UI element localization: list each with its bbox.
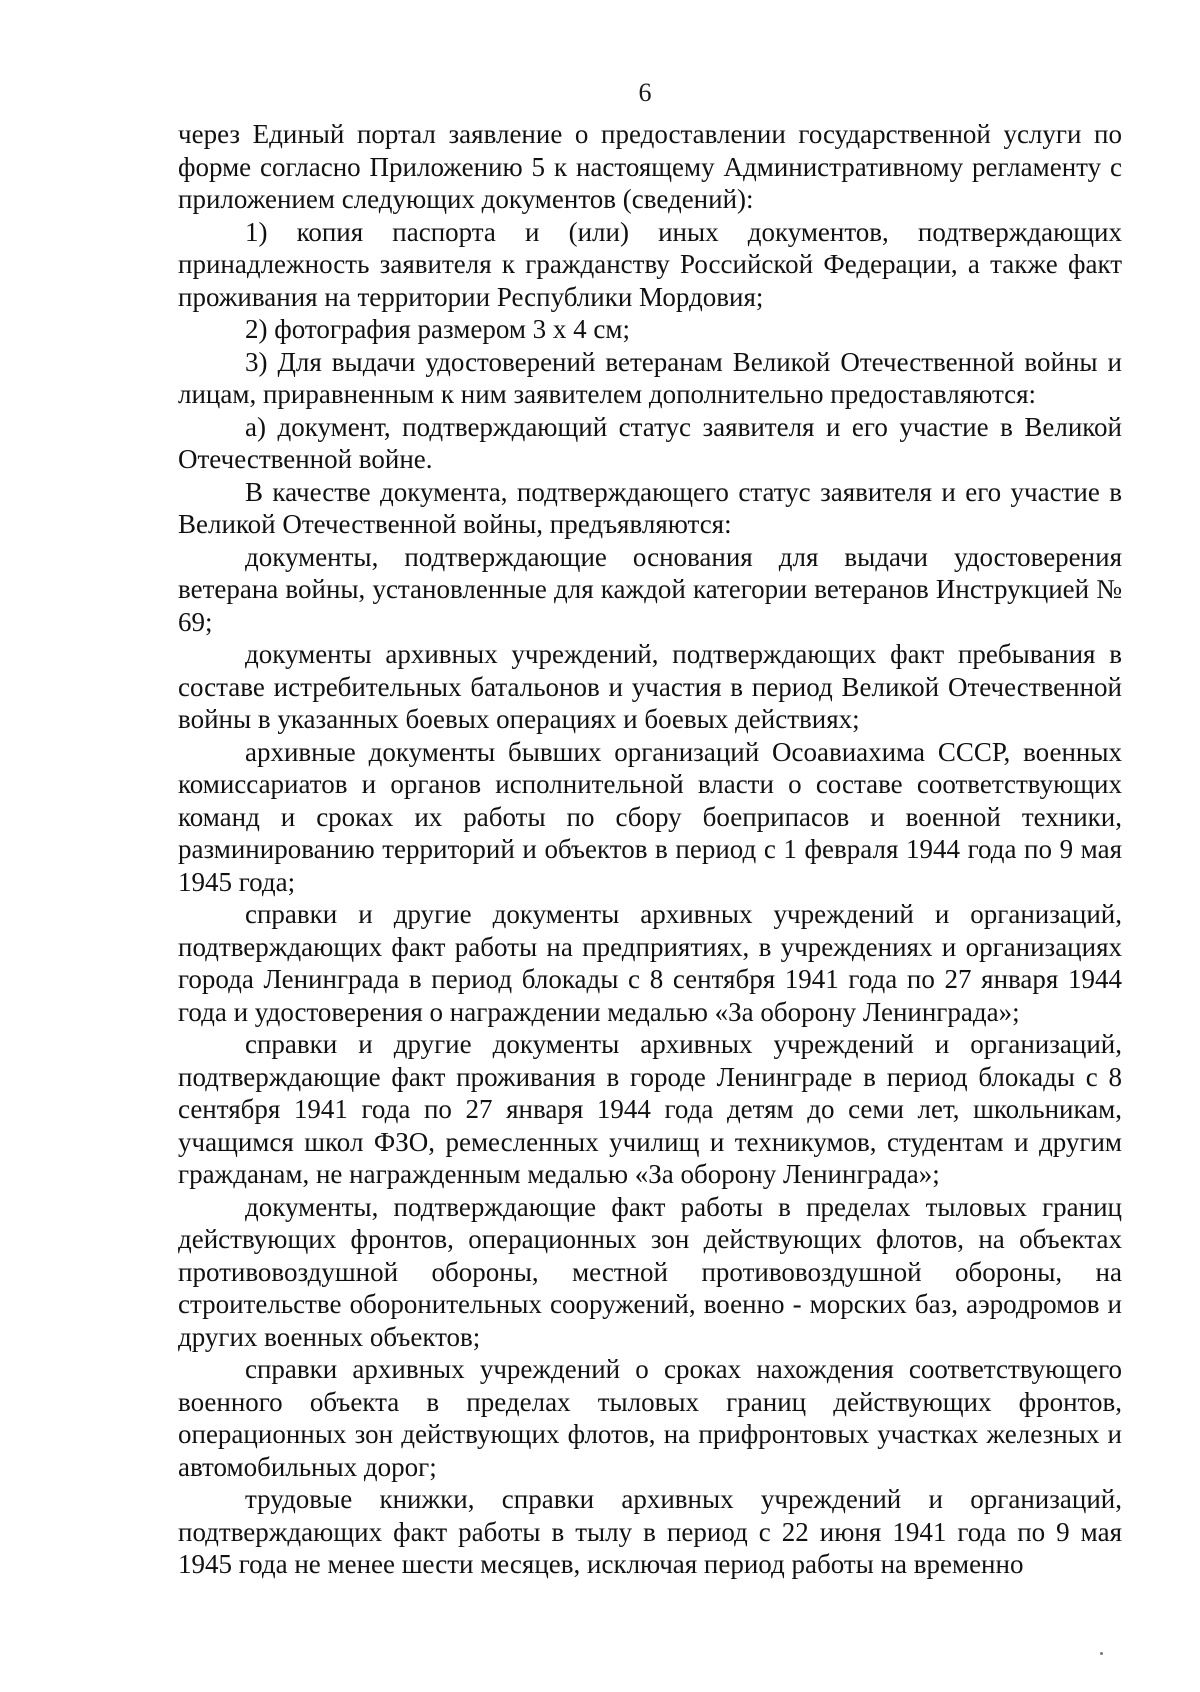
document-body bbox=[178, 118, 1122, 1581]
paragraph-leningrad-work: справки и другие документы архивных учреждений и организаций, подтверждающих факт работы на предприятиях, в учреждениях и организациях города Ленинграда в период блокады с 8 сентября 1941 года по 27 января 1944 года и удостоверения о награждении медалью «За оборону Ленинграда»; bbox=[178, 899, 1122, 1027]
paragraph-rear-borders-work: документы, подтверждающие факт работы в пределах тыловых границ действующих фронтов, операционных зон действующих флотов, на объектах противовоздушной обороны, местной противовоздушной обороны, на строительстве оборонительных сооружений, военно - морских баз, аэродромов и других военных объектов; bbox=[178, 1191, 1122, 1352]
scan-artifact-dot bbox=[1100, 1652, 1103, 1655]
list-item-passport: 1) копия паспорта и (или) иных документов, подтверждающих принадлежность заявителя к гражданству Российской Федерации, а также факт проживания на территории Республики Мордовия; bbox=[178, 216, 1122, 312]
paragraph-osoaviakhim: архивные документы бывших организаций Осоавиахима СССР, военных комиссариатов и органов исполнительной власти о составе соответствующих команд и сроках их работы по сбору боеприпасов и военной техники, разминированию территорий и объектов в период с 1 февраля 1944 года по 9 мая 1945 года; bbox=[178, 736, 1122, 897]
list-item-photo: 2) фотография размером 3 х 4 см; bbox=[245, 314, 630, 344]
paragraph-archive-battalions: документы архивных учреждений, подтверждающих факт пребывания в составе истребительных батальонов и участия в период Великой Отечественной войны в указанных боевых операциях и боевых действиях; bbox=[178, 639, 1122, 734]
paragraph-work-books: трудовые книжки, справки архивных учреждений и организаций, подтверждающих факт работы в тылу в период с 22 июня 1941 года по 9 мая 1945 года не менее шести месяцев, исключая период работы на временно bbox=[178, 1484, 1122, 1579]
page-number: 6 bbox=[638, 78, 652, 107]
list-item-veterans: 3) Для выдачи удостоверений ветеранам Великой Отечественной войны и лицам, приравненным к ним заявителем дополнительно предоставляются: bbox=[178, 346, 1122, 409]
paragraph-grounds-documents: документы, подтверждающие основания для выдачи удостоверения ветерана войны, установленные для каждой категории ветеранов Инструкцией № 69; bbox=[178, 541, 1122, 637]
paragraph-documents-presented: В качестве документа, подтверждающего статус заявителя и его участие в Великой Отечественной войны, предъявляются: bbox=[178, 476, 1122, 539]
paragraph-military-object: справки архивных учреждений о сроках нахождения соответствующего военного объекта в пределах тыловых границ действующих фронтов, операционных зон действующих флотов, на прифронтовых участках железных и автомобильных дорог; bbox=[178, 1354, 1122, 1482]
list-item-status-document: а) документ, подтверждающий статус заявителя и его участие в Великой Отечественной войне. bbox=[178, 411, 1122, 474]
paragraph-leningrad-residence: справки и другие документы архивных учреждений и организаций, подтверждающие факт проживания в городе Ленинграде в период блокады с 8 сентября 1941 года по 27 января 1944 года детям до семи лет, школьникам, учащимся школ ФЗО, ремесленных училищ и техникумов, студентам и другим гражданам, не награжденным медалью «За оборону Ленинграда»; bbox=[178, 1029, 1122, 1189]
paragraph-intro: через Единый портал заявление о предоставлении государственной услуги по форме согласно Приложению 5 к настоящему Административному регламенту с приложением следующих документов (сведений): bbox=[178, 119, 1122, 214]
